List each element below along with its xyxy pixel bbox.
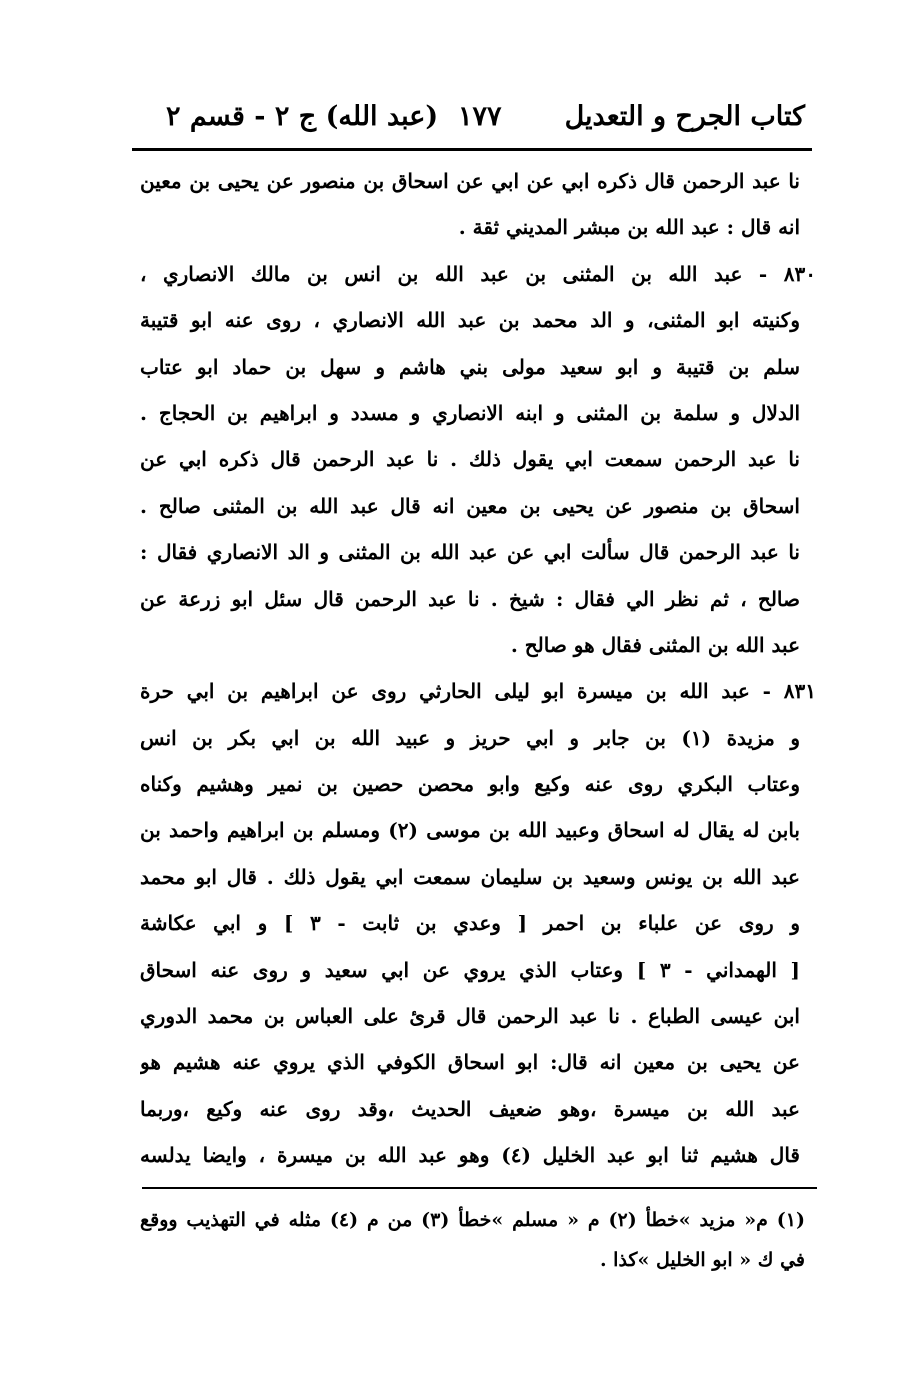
text-line: نا عبد الرحمن قال سألت ابي عن عبد الله بن المثنى و الد الانصاري فقال : <box>140 540 800 565</box>
text-line: عبد الله بن ميسرة ،وهو ضعيف الحديث ،وقد روى عنه وكيع ،وربما <box>140 1096 800 1121</box>
text-line: نا عبد الرحمن سمعت ابي يقول ذلك . نا عبد الرحمن قال ذكره ابي عن <box>140 447 800 472</box>
text-line: عن يحيى بن معين انه قال: ابو اسحاق الكوفي الذي يروي عنه هشيم هو <box>140 1050 800 1075</box>
running-header <box>140 92 805 142</box>
text-line: قال هشيم ثنا ابو عبد الخليل (٤) وهو عبد الله بن ميسرة ، وايضا يدلسه <box>140 1143 800 1168</box>
text-line: صالح ، ثم نظر الي فقال : شيخ . نا عبد الرحمن قال سئل ابو زرعة عن <box>140 586 800 611</box>
text-line: و مزيدة (١) بن جابر و ابي حريز و عبيد الله بن ابي بكر بن انس <box>140 725 800 750</box>
text-line: عبد الله بن المثنى فقال هو صالح . <box>510 632 800 657</box>
text-line: وعتاب البكري روى عنه وكيع وابو محصن حصين بن نمير وهشيم وكناه <box>140 772 800 797</box>
footnote-line: (١) م« مزيد »خطأ (٢) م « مسلم »خطأ (٣) من م (٤) مثله في التهذيب ووقع <box>140 1209 805 1231</box>
text-line: و روى عن علباء بن احمر [ وعدي بن ثابت - ٣ ] و ابي عكاشة <box>140 911 800 936</box>
header-rule <box>132 148 812 151</box>
text-line: انه قال : عبد الله بن مبشر المديني ثقة . <box>458 215 800 240</box>
entry-831-line: ٨٣١ - عبد الله بن ميسرة ابو ليلى الحارثي روى عن ابراهيم بن ابي حرة <box>140 679 816 704</box>
text-line: [ الهمداني - ٣ ] وعتاب الذي يروي عن ابي سعيد و روى عنه اسحاق <box>140 957 800 982</box>
text-line: بابن له يقال له اسحاق وعبيد الله بن موسى (٢) ومسلم بن ابراهيم واحمد بن <box>140 818 800 843</box>
text-line: اسحاق بن منصور عن يحيى بن معين انه قال عبد الله بن المثنى صالح . <box>140 493 800 518</box>
text-line: ابن عيسى الطباع . نا عبد الرحمن قال قرئ على العباس بن محمد الدوري <box>140 1004 800 1029</box>
text-line: سلم بن قتيبة و ابو سعيد مولى بني هاشم و سهل بن حماد ابو عتاب <box>140 354 800 379</box>
book-title: كتاب الجرح و التعديل <box>564 101 805 132</box>
volume-label: (عبد الله) ج ٢ - قسم ٢ <box>166 101 439 132</box>
text-line: عبد الله بن يونس وسعيد بن سليمان سمعت ابي يقول ذلك . قال ابو محمد <box>140 864 800 889</box>
text-line: وكنيته ابو المثنى، و الد محمد بن عبد الله الانصاري ، روى عنه ابو قتيبة <box>140 308 800 333</box>
text-line: الدلال و سلمة بن المثنى و ابنه الانصاري و مسدد و ابراهيم بن الحجاج . <box>140 400 800 425</box>
footnotes <box>140 1200 805 1280</box>
footnote-rule <box>142 1187 817 1189</box>
footnote-line: في ك « ابو الخليل »كذا . <box>599 1249 805 1271</box>
entry-830-line: ٨٣٠ - عبد الله بن المثنى بن عبد الله بن انس بن مالك الانصاري ، <box>140 261 816 286</box>
text-line: نا عبد الرحمن قال ذكره ابي عن ابي عن اسحاق بن منصور عن يحيى بن معين <box>140 169 800 193</box>
main-text <box>140 158 816 1179</box>
page-number: ١٧٧ <box>458 101 502 132</box>
